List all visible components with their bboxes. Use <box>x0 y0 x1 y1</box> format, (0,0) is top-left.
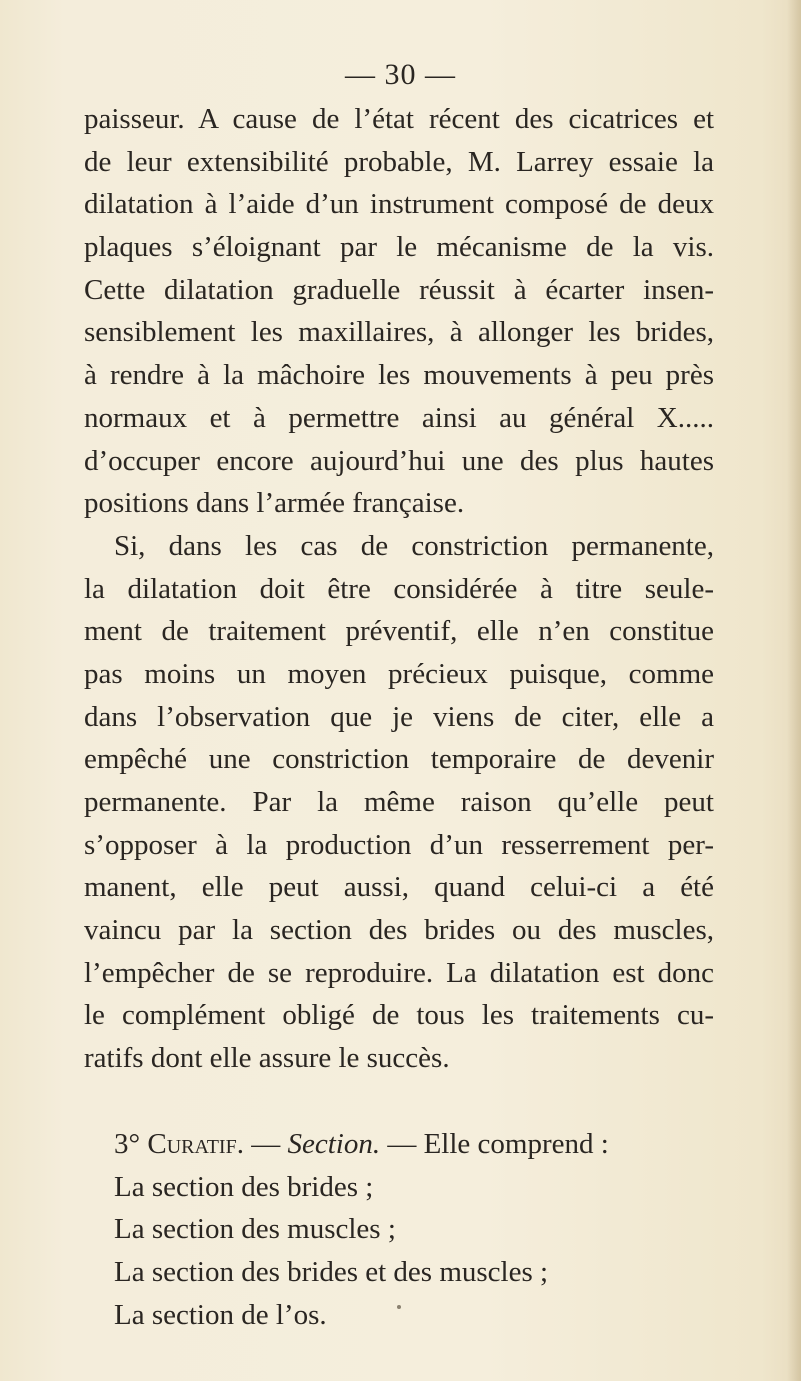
text-line: dilatation à l’aide d’un instrument composé de deux <box>84 188 714 221</box>
text-line: sensiblement les maxillaires, à allonger les brides, <box>84 316 714 349</box>
text-line: Cette dilatation graduelle réussit à écarter insen- <box>84 273 714 306</box>
text-line: normaux et à permettre ainsi au général X..... <box>84 401 714 434</box>
section-list <box>84 1166 714 1337</box>
list-item: La section de l’os. <box>114 1298 327 1331</box>
text-line: paisseur. A cause de l’état récent des cicatrices et <box>84 103 714 135</box>
text-line: d’occuper encore aujourd’hui une des plus hautes <box>84 444 714 477</box>
body-text <box>84 98 714 1336</box>
section-heading-label: Curatif. <box>147 1127 244 1160</box>
text-line: empêché une constriction temporaire de devenir <box>84 743 714 776</box>
text-line: Si, dans les cas de constriction permanente, <box>114 529 714 562</box>
section-number: 3° <box>114 1127 141 1160</box>
text-line: manent, elle peut aussi, quand celui-ci a été <box>84 871 714 904</box>
text-line: à rendre à la mâchoire les mouvements à peu près <box>84 359 714 392</box>
text-line: vaincu par la section des brides ou des muscles, <box>84 914 714 947</box>
text-line: plaques s’éloignant par le mécanisme de la vis. <box>84 231 714 264</box>
text-line: l’empêcher de se reproduire. La dilatation est donc <box>84 956 714 989</box>
paragraph-1 <box>84 98 714 525</box>
text-line: de leur extensibilité probable, M. Larrey essaie la <box>84 145 714 178</box>
list-item: La section des brides ; <box>114 1170 374 1203</box>
section-heading <box>84 1123 714 1166</box>
paragraph-2 <box>84 525 714 1080</box>
text-line: la dilatation doit être considérée à titre seule- <box>84 572 714 605</box>
text-line: le complément obligé de tous les traitements cu- <box>84 999 714 1032</box>
text-line: s’opposer à la production d’un resserrement per- <box>84 828 714 861</box>
text-line: dans l’observation que je viens de citer, elle a <box>84 700 714 733</box>
text-line: pas moins un moyen précieux puisque, comme <box>84 657 714 690</box>
section-dash: — <box>251 1127 281 1160</box>
list-item: La section des muscles ; <box>114 1213 396 1246</box>
list-item: La section des brides et des muscles ; <box>114 1255 549 1288</box>
text-line: ratifs dont elle assure le succès. <box>84 1042 450 1075</box>
section-intro: Elle comprend : <box>423 1127 609 1160</box>
text-line: ment de traitement préventif, elle n’en constitue <box>84 615 714 648</box>
section-dash: — <box>387 1127 417 1160</box>
page-number: — 30 — <box>345 58 456 91</box>
paper-speck <box>397 1305 401 1309</box>
section-subheading: Section. <box>287 1127 381 1160</box>
page-edge-shadow <box>787 0 801 1381</box>
text-line: permanente. Par la même raison qu’elle peut <box>84 786 714 818</box>
text-line: positions dans l’armée française. <box>84 487 465 520</box>
section-spacer <box>84 1080 714 1123</box>
